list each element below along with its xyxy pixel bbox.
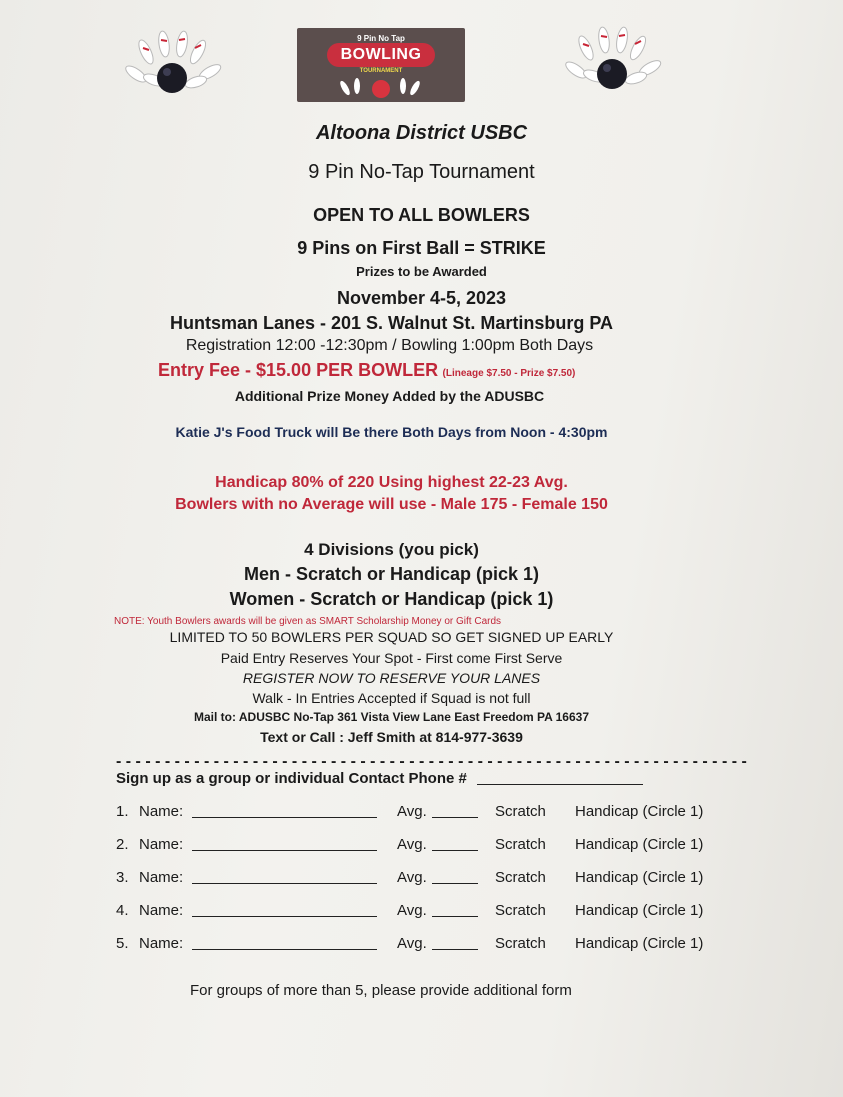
scratch-option[interactable]: Scratch bbox=[495, 836, 546, 853]
event-schedule: Registration 12:00 -12:30pm / Bowling 1:00pm Both Days bbox=[185, 337, 594, 354]
name-field[interactable] bbox=[192, 817, 377, 818]
open-to-all-heading: OPEN TO ALL BOWLERS bbox=[313, 205, 530, 225]
avg-label: Avg. bbox=[397, 836, 427, 853]
name-label: Name: bbox=[139, 902, 184, 919]
avg-field[interactable] bbox=[432, 883, 478, 884]
avg-field[interactable] bbox=[432, 817, 478, 818]
organization-title: Altoona District USBC bbox=[315, 122, 528, 144]
handicap-option[interactable]: Handicap (Circle 1) bbox=[575, 902, 704, 919]
row-number: 5. bbox=[116, 935, 129, 952]
register-now-line: REGISTER NOW TO RESERVE YOUR LANES bbox=[242, 670, 541, 686]
contact-line: Text or Call : Jeff Smith at 814-977-3639 bbox=[260, 729, 523, 745]
bowling-pins-left-icon bbox=[122, 30, 226, 100]
signup-label: Sign up as a group or individual Contact Phone # bbox=[116, 770, 467, 787]
name-label: Name: bbox=[139, 935, 184, 952]
prize-money-line: Additional Prize Money Added by the ADUSBC bbox=[234, 388, 545, 404]
signup-line bbox=[116, 770, 643, 787]
name-label: Name: bbox=[139, 836, 184, 853]
row-number: 1. bbox=[116, 803, 129, 820]
name-field[interactable] bbox=[192, 949, 377, 950]
divisions-women: Women - Scratch or Handicap (pick 1) bbox=[229, 589, 554, 609]
walk-in-line: Walk - In Entries Accepted if Squad is not full bbox=[252, 690, 531, 706]
entry-fee bbox=[158, 360, 575, 381]
divisions-men: Men - Scratch or Handicap (pick 1) bbox=[243, 564, 540, 584]
contact-phone-blank[interactable] bbox=[477, 784, 643, 785]
tournament-title: 9 Pin No-Tap Tournament bbox=[308, 161, 535, 183]
handicap-option[interactable]: Handicap (Circle 1) bbox=[575, 836, 704, 853]
scratch-option[interactable]: Scratch bbox=[495, 935, 546, 952]
name-field[interactable] bbox=[192, 916, 377, 917]
name-label: Name: bbox=[139, 869, 184, 886]
limited-line: LIMITED TO 50 BOWLERS PER SQUAD SO GET SIGNED UP EARLY bbox=[169, 629, 614, 645]
additional-form-note: For groups of more than 5, please provide additional form bbox=[190, 982, 572, 999]
logo-pins-icon bbox=[337, 74, 425, 100]
event-dates: November 4-5, 2023 bbox=[336, 288, 507, 308]
row-number: 2. bbox=[116, 836, 129, 853]
handicap-option[interactable]: Handicap (Circle 1) bbox=[575, 869, 704, 886]
row-number: 4. bbox=[116, 902, 129, 919]
name-field[interactable] bbox=[192, 883, 377, 884]
bowling-logo bbox=[297, 28, 465, 102]
row-number: 3. bbox=[116, 869, 129, 886]
paid-entry-line: Paid Entry Reserves Your Spot - First come First Serve bbox=[220, 650, 563, 666]
avg-label: Avg. bbox=[397, 869, 427, 886]
scratch-option[interactable]: Scratch bbox=[495, 803, 546, 820]
logo-big-title: BOWLING bbox=[327, 43, 435, 67]
handicap-option[interactable]: Handicap (Circle 1) bbox=[575, 803, 704, 820]
strike-rule: 9 Pins on First Ball = STRIKE bbox=[297, 238, 546, 258]
form-row bbox=[0, 869, 843, 893]
avg-label: Avg. bbox=[397, 935, 427, 952]
logo-small-title: 9 Pin No Tap bbox=[357, 34, 405, 43]
youth-note: NOTE: Youth Bowlers awards will be given as SMART Scholarship Money or Gift Cards bbox=[114, 616, 502, 627]
divisions-title: 4 Divisions (you pick) bbox=[304, 540, 479, 559]
logo-sub-title: TOURNAMENT bbox=[359, 68, 403, 74]
avg-label: Avg. bbox=[397, 902, 427, 919]
avg-field[interactable] bbox=[432, 949, 478, 950]
handicap-line-2: Bowlers with no Average will use - Male 175 - Female 150 bbox=[175, 496, 608, 513]
bowling-pins-right-icon bbox=[562, 26, 666, 96]
name-label: Name: bbox=[139, 803, 184, 820]
form-row bbox=[0, 902, 843, 926]
entry-fee-breakdown: (Lineage $7.50 - Prize $7.50) bbox=[442, 368, 576, 379]
handicap-line-1: Handicap 80% of 220 Using highest 22-23 Avg. bbox=[215, 474, 568, 491]
prizes-line: Prizes to be Awarded bbox=[356, 264, 487, 279]
food-truck-line: Katie J's Food Truck will Be there Both Days from Noon - 4:30pm bbox=[175, 424, 608, 440]
form-row bbox=[0, 803, 843, 827]
entry-fee-main: Entry Fee - $15.00 PER BOWLER bbox=[158, 360, 439, 380]
scratch-option[interactable]: Scratch bbox=[495, 869, 546, 886]
form-row bbox=[0, 935, 843, 959]
avg-field[interactable] bbox=[432, 916, 478, 917]
avg-label: Avg. bbox=[397, 803, 427, 820]
handicap-option[interactable]: Handicap (Circle 1) bbox=[575, 935, 704, 952]
form-row bbox=[0, 836, 843, 860]
scratch-option[interactable]: Scratch bbox=[495, 902, 546, 919]
mail-to-line: Mail to: ADUSBC No-Tap 361 Vista View Lane East Freedom PA 16637 bbox=[193, 710, 589, 724]
name-field[interactable] bbox=[192, 850, 377, 851]
event-location: Huntsman Lanes - 201 S. Walnut St. Martinsburg PA bbox=[169, 313, 614, 333]
avg-field[interactable] bbox=[432, 850, 478, 851]
cut-line: - - - - - - - - - - - - - - - - - - - - - - - - - - - - - - - - - - - - - - - - - - - - - - - - - - - - - - - - - - - - - - - - - bbox=[116, 753, 747, 770]
